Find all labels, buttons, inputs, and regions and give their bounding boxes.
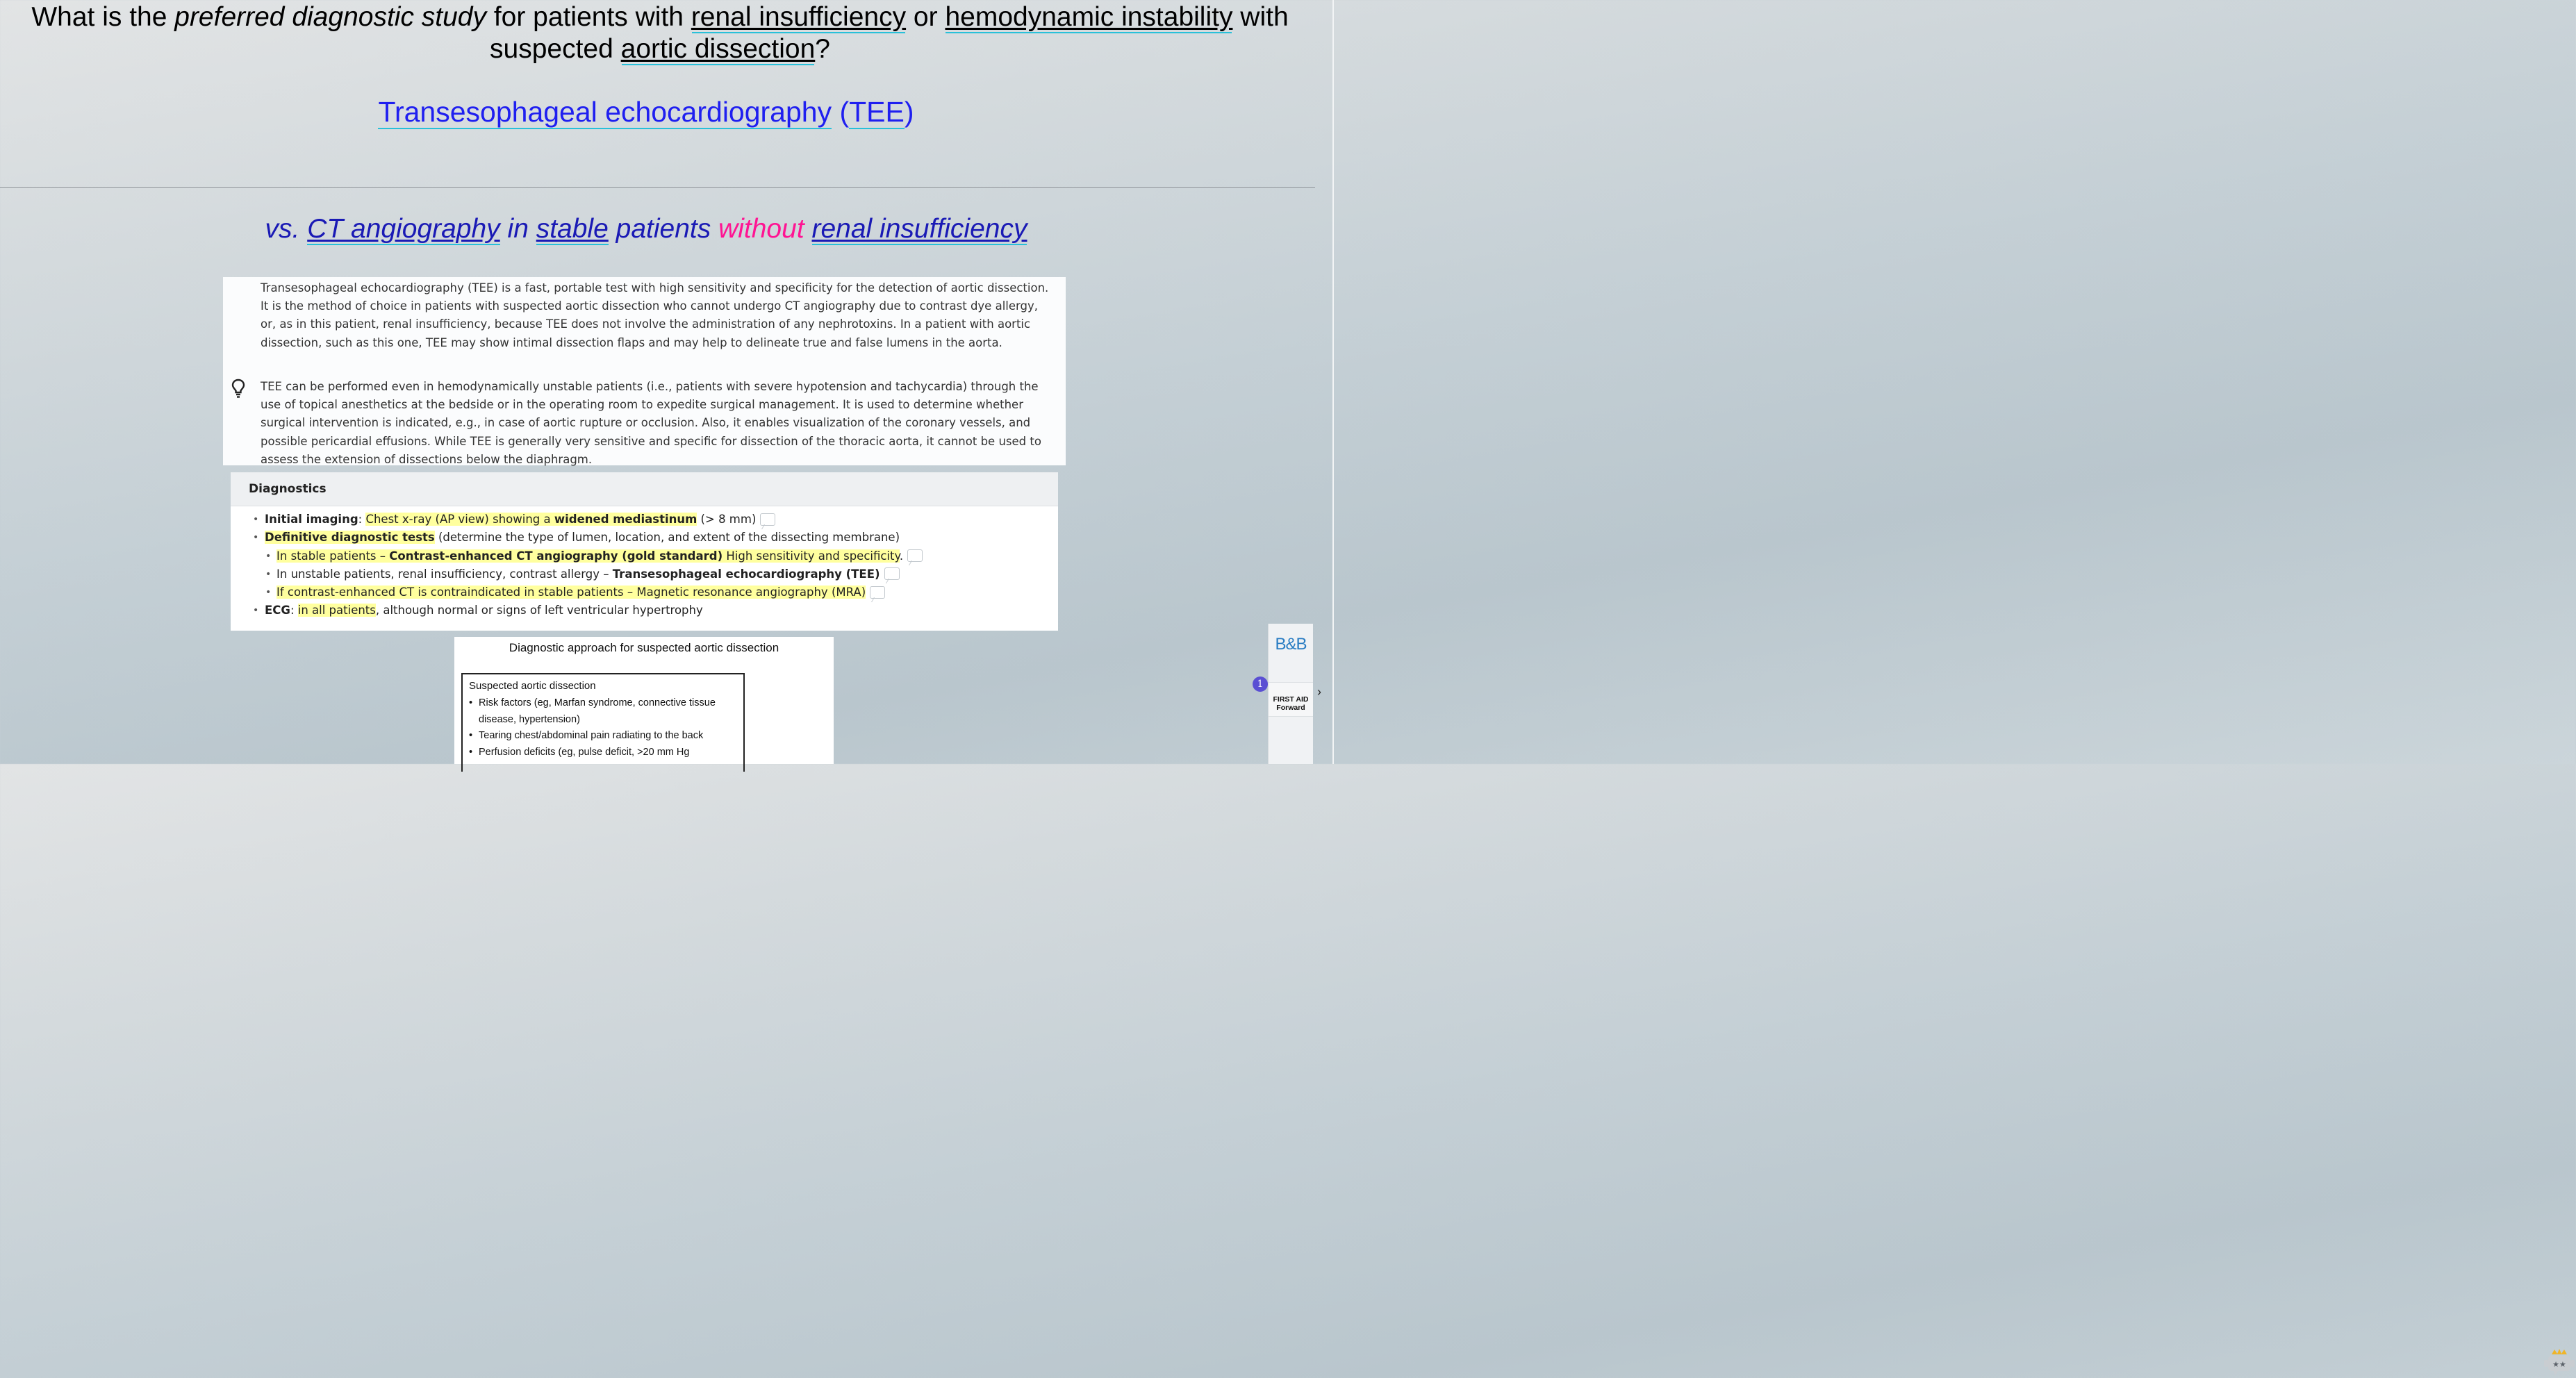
link-renal-insufficiency-2[interactable]: renal insufficiency <box>811 214 1027 244</box>
lightbulb-icon <box>231 379 245 399</box>
explanation-paragraph: TEE can be performed even in hemodynamically unstable patients (i.e., patients with severe hypotension and tachycardia) through the use of topical anesthetics at the bedside or in the operating room to expedite surgical management. It is used to determine whether surgical intervention is indicated, e.g., in case of aortic rupture or occlusion. Also, it enables visualization of the coronary vessels, and possible pericardial effusions. While TEE is generally very sensitive and specific for dissection of the thoracic aorta, it cannot be used to assess the extension of dissections below the diaphragm. <box>261 380 1041 466</box>
comment-icon[interactable] <box>760 513 775 526</box>
question-text: What is the preferred diagnostic study for patients with renal insufficiency or hemodynamic instability with suspected aortic dissection? <box>31 2 1289 64</box>
diagnostics-panel <box>231 472 1058 631</box>
link-tee[interactable]: Transesophageal echocardiography <box>378 96 832 128</box>
explanation-panel <box>223 277 1066 465</box>
list-item: • Initial imaging: Chest x-ray (AP view) showing a widened mediastinum (> 8 mm) <box>231 510 1058 529</box>
list-item: • In unstable patients, renal insufficiency, contrast allergy – Transesophageal echocardiography (TEE) <box>231 565 1058 583</box>
bb-logo-button[interactable]: B&B <box>1275 635 1307 654</box>
flowchart-item: • Perfusion deficits (eg, pulse deficit, >20 mm Hg <box>469 745 740 761</box>
comment-icon[interactable] <box>870 586 885 599</box>
flowchart-node <box>461 673 745 772</box>
explanation-paragraph: Transesophageal echocardiography (TEE) is a fast, portable test with high sensitivity and specificity for the detection of aortic dissection. It is the method of choice in patients with suspected aortic dissection who cannot undergo CT angiography due to contrast dye allergy, or, as in this patient, renal insufficiency, because TEE does not involve the administration of any nephrotoxins. In a patient with aortic dissection, such as this one, TEE may show intimal dissection flaps and may help to delineate true and false lumens in the aorta. <box>261 281 1049 349</box>
comment-icon[interactable] <box>907 549 923 562</box>
link-tee-abbrev[interactable]: TEE <box>849 96 905 128</box>
first-aid-label: FIRST AID Forward <box>1273 695 1309 712</box>
robot-icon[interactable] <box>2543 1347 2576 1378</box>
extra-text: vs. CT angiography in stable patients without renal insufficiency <box>265 214 1027 244</box>
link-hemodynamic-instability[interactable]: hemodynamic instability <box>945 2 1233 32</box>
divider <box>0 187 1315 188</box>
flowchart-item: • Risk factors (eg, Marfan syndrome, connective tissue disease, hypertension) <box>469 695 740 728</box>
first-aid-forward-button[interactable] <box>1269 682 1313 717</box>
list-item: • In stable patients – Contrast-enhanced CT angiography (gold standard) High sensitivity and specificity. <box>231 547 1058 565</box>
flowchart-image <box>454 637 834 764</box>
flowchart-title: Diagnostic approach for suspected aortic dissection <box>509 641 779 654</box>
edge-strip <box>1332 0 1334 764</box>
svg-text:★★: ★★ <box>2552 1360 2566 1369</box>
answer-text: Transesophageal echocardiography (TEE) <box>378 96 914 128</box>
flowchart-item: • Tearing chest/abdominal pain radiating to the back <box>469 728 740 745</box>
notification-badge: 1 <box>1253 676 1268 692</box>
link-renal-insufficiency[interactable]: renal insufficiency <box>691 2 907 32</box>
link-ct-angiography[interactable]: CT angiography <box>307 214 500 244</box>
comment-icon[interactable] <box>884 567 900 580</box>
list-item: • ECG: in all patients, although normal or signs of left ventricular hypertrophy <box>253 604 703 617</box>
diagnostics-header: Diagnostics <box>231 472 1058 506</box>
flowchart-node-title: Suspected aortic dissection <box>469 680 596 692</box>
chevron-right-icon[interactable]: › <box>1317 685 1321 699</box>
link-aortic-dissection[interactable]: aortic dissection <box>620 34 816 64</box>
list-item: • If contrast-enhanced CT is contraindicated in stable patients – Magnetic resonance angiography (MRA) <box>231 583 1058 601</box>
link-stable[interactable]: stable <box>536 214 609 244</box>
diagnostics-list <box>231 506 1058 620</box>
side-panel <box>1268 624 2566 1369</box>
highlight-without: without <box>718 214 804 244</box>
list-item: • Definitive diagnostic tests (determine the type of lumen, location, and extent of the dissecting membrane) <box>253 531 900 545</box>
